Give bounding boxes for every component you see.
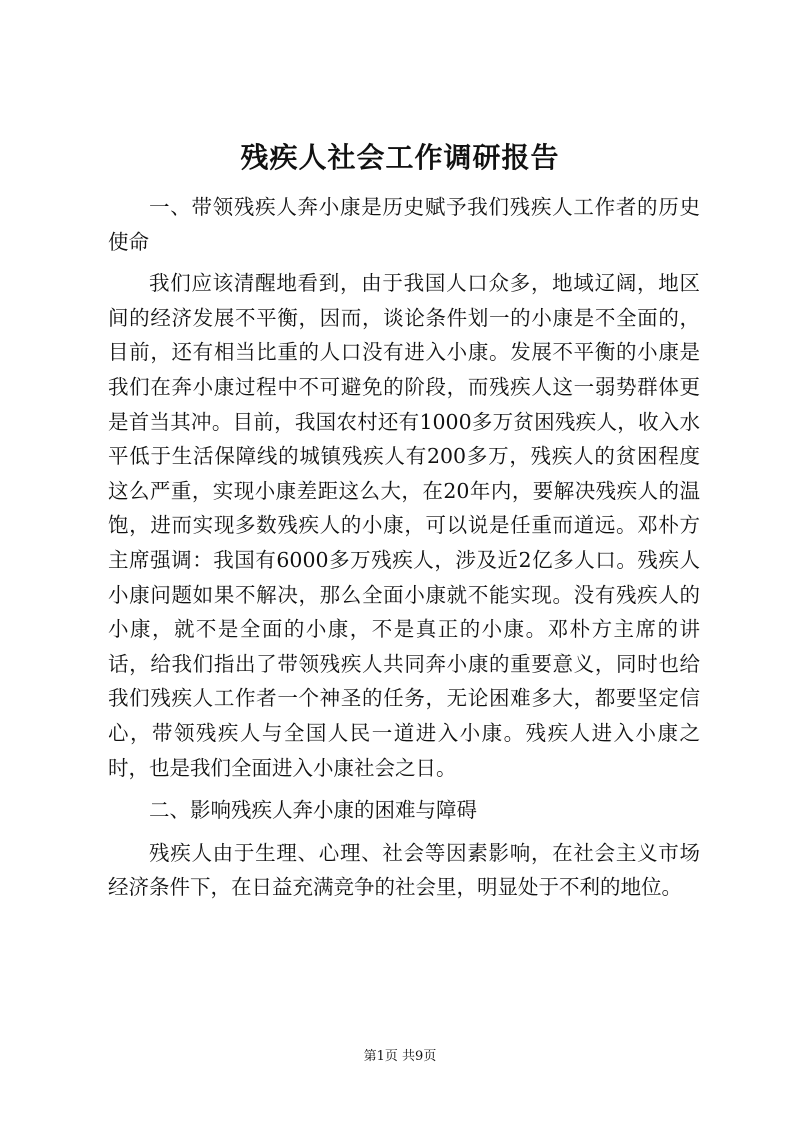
document-body <box>108 190 700 913</box>
section-heading-1: 一、带领残疾人奔小康是历史赋予我们残疾人工作者的历史使命 <box>108 195 700 254</box>
section-heading-2: 二、影响残疾人奔小康的困难与障碍 <box>149 798 477 823</box>
document-title: 残疾人社会工作调研报告 <box>240 141 560 174</box>
page-number-footer: 第1页 共9页 <box>363 1049 437 1064</box>
body-paragraph-2: 残疾人由于生理、心理、社会等因素影响，在社会主义市场经济条件下，在日益充满竞争的社会里，明显处于不利的地位。 <box>108 840 700 900</box>
body-paragraph-1: 我们应该清醒地看到，由于我国人口众多，地域辽阔，地区间的经济发展不平衡，因而，谈论条件划一的小康是不全面的，目前，还有相当比重的人口没有进入小康。发展不平衡的小康是我们在奔小康过程中不可避免的阶段，而残疾人这一弱势群体更是首当其冲。目前，我国农村还有1000多万贫困残疾人，收入水平低于生活保障线的城镇残疾人有200多万，残疾人的贫困程度这么严重，实现小康差距这么大，在20年内，要解决残疾人的温饱，进而实现多数残疾人的小康，可以说是任重而道远。邓朴方主席强调：我国有6000多万残疾人，涉及近2亿多人口。残疾人小康问题如果不解决，那么全面小康就不能实现。没有残疾人的小康，就不是全面的小康，不是真正的小康。邓朴方主席的讲话，给我们指出了带领残疾人共同奔小康的重要意义，同时也给我们残疾人工作者一个神圣的任务，无论困难多大，都要坚定信心，带领残疾人与全国人民一道进入小康。残疾人进入小康之时，也是我们全面进入小康社会之日。 <box>108 271 700 780</box>
